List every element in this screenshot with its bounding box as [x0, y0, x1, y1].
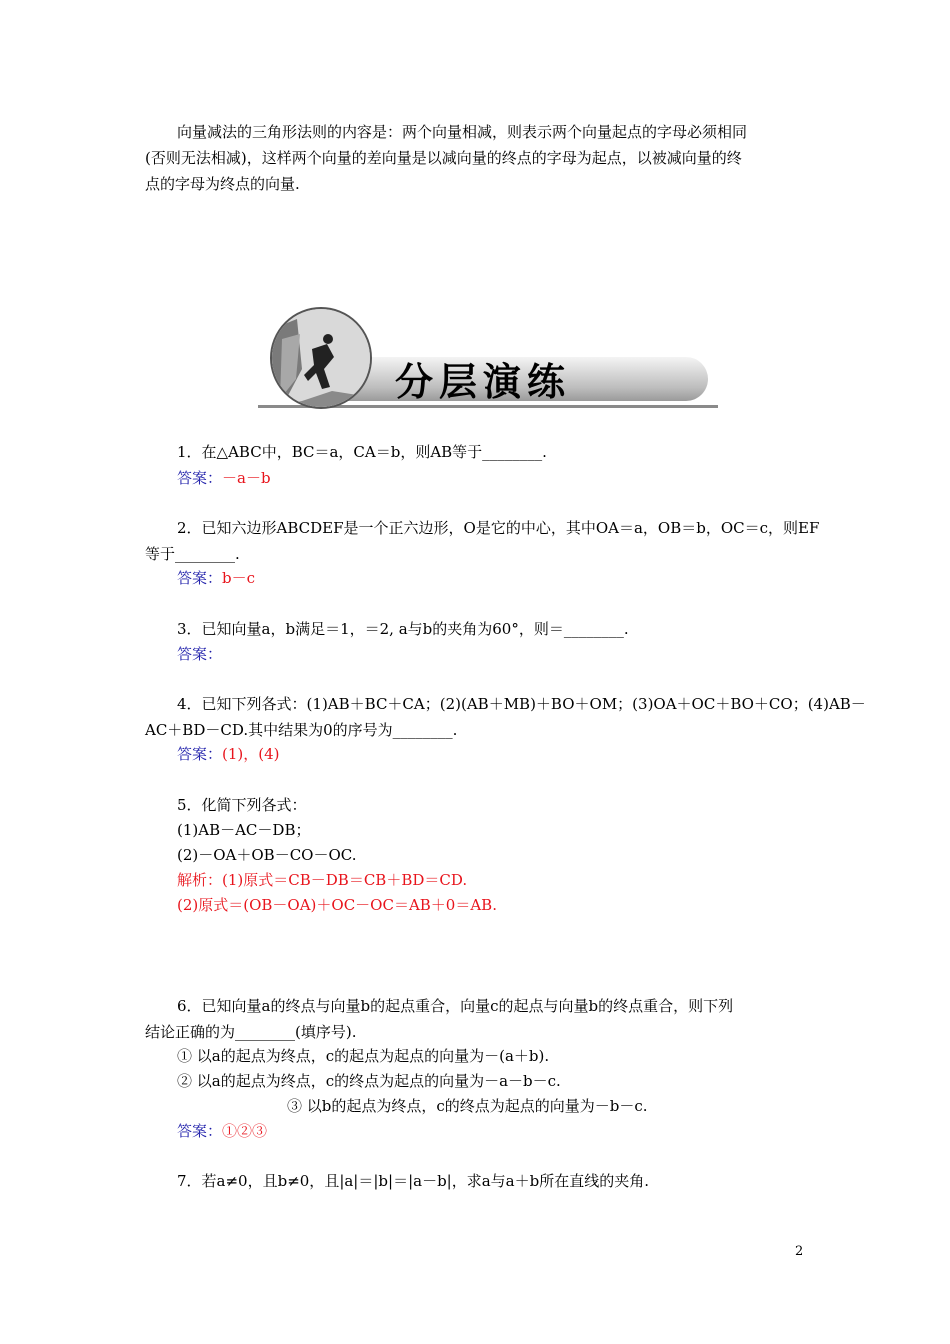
q3-text: 3．已知向量a，b满足＝1，＝2, a与b的夹角为60°，则＝________.: [177, 620, 629, 638]
banner-title: 分层演练: [395, 359, 572, 404]
section-banner: [258, 305, 718, 410]
q3-answer-label: 答案：: [177, 645, 223, 663]
q5-solution-1: [177, 870, 467, 890]
q1-text: 1．在△ABC中，BC＝a，CA＝b，则AB等于________.: [177, 443, 547, 461]
q1-answer: [177, 468, 271, 488]
page-number: 2: [795, 1244, 804, 1259]
q2-answer: [177, 568, 255, 588]
q4-line-1: 4．已知下列各式：(1)AB＋BC＋CA；(2)(AB＋MB)＋BO＋OM；(3)OA＋OC＋BO＋CO；(4)AB－: [177, 695, 866, 713]
q6-answer: [177, 1121, 267, 1141]
q6-line-1: 6．已知向量a的终点与向量b的起点重合，向量c的起点与向量b的终点重合，则下列: [177, 997, 734, 1015]
q1-answer-label: 答案：: [177, 469, 223, 487]
intro-line-3: 点的字母为终点的向量.: [145, 175, 300, 193]
q6-option-3: ③ 以b的起点为终点，c的终点为起点的向量为－b－c.: [287, 1097, 648, 1115]
q4-answer-label: 答案：: [177, 745, 223, 763]
q5-solution-2: (2)原式＝(OB－OA)＋OC－OC＝AB＋0＝AB.: [177, 896, 497, 914]
q2-answer-value: b－c: [222, 569, 256, 587]
q5-solution-label: 解析：: [177, 871, 223, 889]
q5-title: 5．化简下列各式：: [177, 796, 307, 814]
q2-line-1: 2．已知六边形ABCDEF是一个正六边形，O是它的中心，其中OA＝a，OB＝b，OC＝c，则EF: [177, 519, 820, 537]
q6-option-2: ② 以a的起点为终点，c的终点为起点的向量为－a－b－c.: [177, 1072, 561, 1090]
q5-part-1: (1)AB－AC－DB；: [177, 821, 311, 839]
q6-answer-value: ①②③: [222, 1122, 268, 1140]
q6-option-1: ① 以a的起点为终点，c的起点为起点的向量为－(a＋b).: [177, 1047, 550, 1065]
q2-answer-label: 答案：: [177, 569, 223, 587]
q5-solution-1-text: (1)原式＝CB－DB＝CB＋BD＝CD.: [222, 871, 468, 889]
q3-answer: [177, 644, 222, 664]
q6-answer-label: 答案：: [177, 1122, 223, 1140]
climber-image-icon: [270, 307, 372, 409]
q4-line-2: AC＋BD－CD.其中结果为0的序号为________.: [145, 721, 458, 739]
q4-answer: [177, 744, 280, 764]
q7-text: 7．若a≠0，且b≠0，且|a|＝|b|＝|a－b|，求a与a＋b所在直线的夹角.: [177, 1172, 649, 1190]
q6-line-2: 结论正确的为________(填序号).: [145, 1023, 357, 1041]
q2-line-2: 等于________.: [145, 545, 240, 563]
q4-answer-value: (1)，(4): [222, 745, 280, 763]
q5-part-2: (2)－OA＋OB－CO－OC.: [177, 846, 357, 864]
intro-line-1: 向量减法的三角形法则的内容是：两个向量相减，则表示两个向量起点的字母必须相同: [177, 123, 748, 141]
intro-line-2: (否则无法相减)，这样两个向量的差向量是以减向量的终点的字母为起点，以被减向量的终: [145, 149, 742, 167]
q1-answer-value: －a－b: [222, 469, 271, 487]
